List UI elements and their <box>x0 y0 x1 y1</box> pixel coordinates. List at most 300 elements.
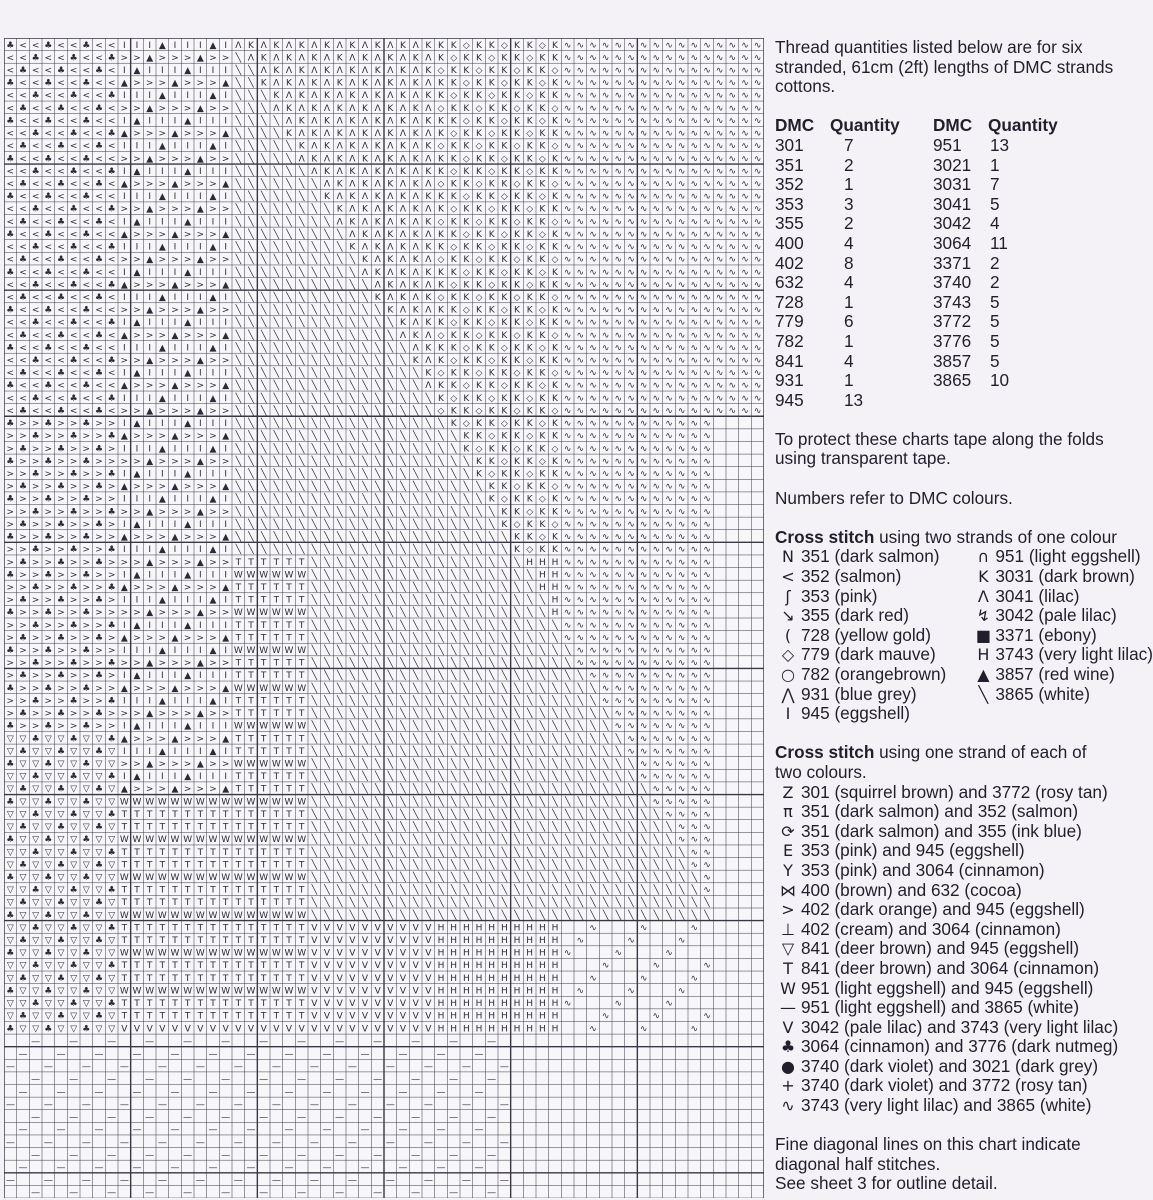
chart-symbol: ∿ <box>614 166 623 177</box>
chart-symbol: K <box>514 431 520 442</box>
chart-symbol: ╲ <box>400 494 406 505</box>
chart-symbol: ▽ <box>108 822 116 833</box>
chart-symbol: ∿ <box>677 255 686 266</box>
chart-symbol: I <box>135 292 139 303</box>
chart-symbol: ╲ <box>387 784 394 795</box>
chart-symbol: ◇ <box>551 103 559 114</box>
chart-symbol: Λ <box>323 103 331 114</box>
chart-symbol: I <box>161 671 164 682</box>
chart-symbol: I <box>173 696 177 707</box>
chart-symbol: ∿ <box>652 646 661 657</box>
chart-symbol: V <box>399 986 407 997</box>
chart-symbol: W <box>183 910 193 921</box>
chart-symbol: ∿ <box>576 633 585 644</box>
chart-symbol: ∿ <box>639 356 648 367</box>
chart-symbol: ╲ <box>362 532 368 543</box>
chart-symbol: W <box>246 948 256 959</box>
chart-symbol: ∿ <box>703 217 711 228</box>
chart-symbol: ╲ <box>615 872 622 883</box>
chart-symbol: ∿ <box>563 179 572 190</box>
chart-symbol: Λ <box>387 267 394 278</box>
chart-symbol: ∿ <box>576 431 585 442</box>
chart-symbol: ∿ <box>690 255 699 266</box>
chart-symbol: ∿ <box>601 318 610 329</box>
chart-symbol: ╲ <box>425 898 432 909</box>
chart-symbol: < <box>107 292 116 303</box>
chart-symbol: < <box>57 267 65 278</box>
chart-symbol: ▽ <box>57 923 65 934</box>
chart-symbol: W <box>271 910 281 921</box>
chart-symbol: Λ <box>425 305 432 316</box>
chart-symbol: ♣ <box>107 280 116 291</box>
chart-symbol: > <box>6 671 15 682</box>
chart-symbol: ∿ <box>677 53 686 64</box>
chart-symbol: ╲ <box>400 885 406 896</box>
chart-symbol: ∿ <box>639 1024 648 1035</box>
chart-symbol: Λ <box>336 141 343 152</box>
chart-symbol: V <box>361 936 369 947</box>
chart-symbol: ╲ <box>501 658 508 669</box>
chart-symbol: < <box>57 78 65 89</box>
chart-symbol: — <box>322 1162 332 1173</box>
chart-symbol: ╲ <box>311 192 318 203</box>
chart-symbol: ∿ <box>589 507 597 518</box>
chart-symbol: < <box>44 141 53 152</box>
chart-symbol: ∿ <box>753 406 762 417</box>
chart-symbol: ♣ <box>56 519 66 530</box>
chart-symbol: I <box>224 141 227 152</box>
chart-symbol: ♣ <box>107 923 116 934</box>
chart-symbol: ∿ <box>614 948 623 959</box>
chart-symbol: ╲ <box>463 519 470 530</box>
chart-symbol: K <box>387 255 394 266</box>
chart-symbol: ╲ <box>514 633 520 644</box>
chart-symbol: V <box>374 923 381 934</box>
chart-symbol: ╲ <box>311 267 318 278</box>
chart-symbol: ╲ <box>362 356 368 367</box>
chart-symbol: — <box>309 1175 319 1186</box>
chart-symbol: Λ <box>361 66 369 77</box>
chart-symbol: < <box>107 229 116 240</box>
chart-symbol: ╲ <box>526 646 533 657</box>
chart-symbol: I <box>135 545 139 556</box>
chart-symbol: ╲ <box>235 154 242 165</box>
chart-symbol: — <box>5 1137 15 1148</box>
chart-symbol: ∿ <box>728 318 737 329</box>
chart-symbol: ╲ <box>374 608 381 619</box>
chart-symbol: < <box>6 166 15 177</box>
chart-symbol: ╲ <box>590 797 596 808</box>
chart-symbol: V <box>412 1024 419 1035</box>
dmc-quantity: 2 <box>844 154 854 175</box>
chart-symbol: ∿ <box>614 721 623 732</box>
chart-symbol: ╲ <box>362 507 368 518</box>
dmc-number: 3865 <box>933 370 972 391</box>
chart-symbol: V <box>349 986 356 997</box>
chart-symbol: — <box>18 1125 28 1136</box>
stitch-symbol-icon: ⊥ <box>781 919 795 939</box>
chart-symbol: ╲ <box>425 671 432 682</box>
chart-symbol: K <box>552 381 558 392</box>
chart-symbol: ╲ <box>438 772 444 783</box>
chart-symbol: ╲ <box>412 608 419 619</box>
chart-symbol: T <box>159 961 166 972</box>
chart-symbol: ∿ <box>677 66 686 77</box>
chart-symbol: K <box>450 192 457 203</box>
chart-symbol: ∿ <box>652 192 661 203</box>
chart-symbol: ▲ <box>196 406 204 417</box>
chart-symbol: ∿ <box>576 318 585 329</box>
chart-symbol: < <box>19 53 27 64</box>
chart-symbol: T <box>210 822 216 833</box>
chart-symbol: T <box>298 809 305 820</box>
chart-symbol: ╲ <box>400 872 406 883</box>
chart-symbol: ▲ <box>184 267 192 278</box>
chart-symbol: K <box>476 166 482 177</box>
chart-symbol: V <box>349 948 356 959</box>
chart-symbol: ♣ <box>44 343 53 354</box>
chart-symbol: > <box>183 582 192 593</box>
chart-symbol: Λ <box>311 166 318 177</box>
chart-symbol: < <box>44 368 53 379</box>
chart-symbol: ∿ <box>690 835 699 846</box>
chart-symbol: > <box>57 532 65 543</box>
chart-symbol: ╲ <box>387 847 394 858</box>
chart-symbol: ∿ <box>665 746 673 757</box>
chart-symbol: ▽ <box>108 835 116 846</box>
chart-symbol: ╲ <box>286 192 292 203</box>
chart-symbol: ∿ <box>563 482 572 493</box>
chart-symbol: ╲ <box>248 292 254 303</box>
chart-symbol: H <box>538 973 546 984</box>
chart-symbol: ◇ <box>538 343 546 354</box>
chart-symbol: ∿ <box>601 141 610 152</box>
chart-symbol: ♣ <box>94 444 104 455</box>
chart-symbol: ♣ <box>6 986 15 997</box>
chart-symbol: ∿ <box>614 267 623 278</box>
chart-symbol: ∿ <box>589 242 597 253</box>
chart-symbol: — <box>43 1137 53 1148</box>
chart-symbol: ∿ <box>627 305 635 316</box>
chart-symbol: ╲ <box>273 292 280 303</box>
chart-symbol: ∿ <box>639 318 648 329</box>
chart-symbol: ▲ <box>120 532 128 543</box>
chart-symbol: ∿ <box>563 242 572 253</box>
chart-symbol: W <box>246 986 256 997</box>
chart-symbol: ∿ <box>753 280 762 291</box>
chart-symbol: ∿ <box>627 53 635 64</box>
chart-symbol: ♣ <box>18 633 28 644</box>
chart-symbol: ╲ <box>488 507 495 518</box>
chart-symbol: > <box>82 545 91 556</box>
chart-symbol: I <box>186 292 189 303</box>
chart-symbol: > <box>209 356 217 367</box>
chart-symbol: > <box>196 280 205 291</box>
chart-symbol: ▽ <box>44 999 52 1010</box>
chart-symbol: K <box>539 368 546 379</box>
chart-symbol: T <box>235 709 242 720</box>
chart-symbol: ╲ <box>336 255 343 266</box>
chart-symbol: ╲ <box>552 658 558 669</box>
chart-symbol: W <box>132 835 142 846</box>
chart-symbol: ∿ <box>576 545 585 556</box>
chart-symbol: ╲ <box>539 646 546 657</box>
chart-symbol: — <box>423 1062 433 1073</box>
chart-symbol: ▲ <box>209 494 217 505</box>
chart-symbol: < <box>107 343 116 354</box>
chart-symbol: K <box>552 305 558 316</box>
chart-symbol: ╲ <box>602 898 609 909</box>
chart-symbol: ╲ <box>374 860 381 871</box>
chart-symbol: T <box>260 709 267 720</box>
chart-symbol: > <box>69 482 78 493</box>
chart-symbol: ╲ <box>387 469 394 480</box>
chart-symbol: ╲ <box>374 469 381 480</box>
chart-symbol: T <box>184 860 191 871</box>
chart-symbol: ╲ <box>400 545 406 556</box>
chart-symbol: ╲ <box>336 545 343 556</box>
chart-symbol: ∿ <box>703 507 711 518</box>
chart-symbol: K <box>501 292 508 303</box>
chart-symbol: > <box>158 658 167 669</box>
chart-symbol: K <box>412 179 419 190</box>
chart-symbol: ▲ <box>133 66 141 77</box>
chart-symbol: ╲ <box>628 797 634 808</box>
chart-symbol: ╲ <box>488 872 495 883</box>
chart-symbol: ∿ <box>589 192 597 203</box>
chart-symbol: ∿ <box>690 620 699 631</box>
chart-symbol: > <box>31 595 40 606</box>
chart-symbol: I <box>224 494 227 505</box>
chart-symbol: T <box>235 696 242 707</box>
chart-symbol: ╲ <box>400 482 406 493</box>
chart-symbol: ∿ <box>703 356 711 367</box>
chart-symbol: ∿ <box>703 860 711 871</box>
chart-symbol: ∿ <box>639 494 648 505</box>
chart-symbol: ∿ <box>652 255 661 266</box>
chart-symbol: I <box>211 519 215 530</box>
chart-symbol: ╲ <box>298 229 305 240</box>
chart-symbol: ╲ <box>653 910 660 921</box>
chart-symbol: > <box>158 305 167 316</box>
chart-symbol: ╲ <box>438 507 444 518</box>
chart-symbol: ╲ <box>425 532 432 543</box>
chart-symbol: ∿ <box>589 292 597 303</box>
chart-symbol: H <box>538 948 546 959</box>
chart-symbol: ╲ <box>248 532 254 543</box>
chart-symbol: > <box>133 78 141 89</box>
chart-symbol: K <box>425 141 432 152</box>
chart-symbol: ♣ <box>44 948 53 959</box>
chart-symbol: > <box>171 305 179 316</box>
chart-symbol: ╲ <box>438 709 444 720</box>
chart-symbol: > <box>19 494 27 505</box>
chart-symbol: ♣ <box>18 519 28 530</box>
chart-symbol: W <box>195 872 205 883</box>
chart-symbol: ∿ <box>563 999 572 1010</box>
chart-symbol: I <box>186 696 189 707</box>
chart-symbol: ♣ <box>18 406 28 417</box>
chart-symbol: ╲ <box>311 620 318 631</box>
chart-symbol: Λ <box>311 116 318 127</box>
dmc-quantity: 8 <box>844 252 854 273</box>
dmc-number: 3371 <box>933 252 972 273</box>
chart-symbol: ╲ <box>374 772 381 783</box>
chart-symbol: ╲ <box>349 898 356 909</box>
chart-symbol: — <box>297 1112 307 1123</box>
chart-symbol: ∿ <box>665 192 673 203</box>
chart-symbol: T <box>172 936 178 947</box>
chart-symbol: I <box>148 469 151 480</box>
chart-symbol: > <box>196 179 205 190</box>
chart-symbol: > <box>95 620 103 631</box>
stitch-symbol-icon: Z <box>782 782 794 802</box>
chart-symbol: > <box>19 658 27 669</box>
chart-symbol: K <box>476 91 482 102</box>
chart-symbol: ╲ <box>590 835 596 846</box>
chart-symbol: ╲ <box>336 709 343 720</box>
chart-symbol: ╲ <box>362 709 368 720</box>
chart-symbol: ╲ <box>273 330 280 341</box>
chart-symbol: < <box>6 53 15 64</box>
chart-symbol: K <box>438 53 444 64</box>
chart-symbol: — <box>81 1175 91 1186</box>
chart-symbol: ╲ <box>324 595 330 606</box>
chart-symbol: > <box>158 204 167 215</box>
chart-symbol: ╲ <box>602 784 609 795</box>
chart-symbol: ╲ <box>476 860 482 871</box>
stitch-symbol-icon: E <box>782 841 794 861</box>
chart-symbol: ╲ <box>260 482 267 493</box>
chart-symbol: T <box>222 936 229 947</box>
chart-symbol: ♣ <box>6 910 15 921</box>
chart-symbol: K <box>438 242 444 253</box>
chart-symbol: ╲ <box>336 381 343 392</box>
key-item-label: 352 (salmon) <box>801 566 902 587</box>
chart-symbol: > <box>107 671 116 682</box>
chart-symbol: H <box>450 986 458 997</box>
chart-symbol: ▲ <box>171 229 179 240</box>
chart-symbol: ∿ <box>639 217 648 228</box>
chart-symbol: ╲ <box>298 267 305 278</box>
chart-symbol: ∿ <box>652 532 661 543</box>
chart-symbol: V <box>399 1011 407 1022</box>
dmc-number: 779 <box>775 311 804 332</box>
chart-symbol: ♣ <box>31 507 40 518</box>
chart-symbol: Λ <box>387 66 394 77</box>
chart-symbol: K <box>476 242 482 253</box>
chart-symbol: > <box>44 633 53 644</box>
chart-symbol: ∿ <box>614 582 623 593</box>
chart-symbol: ∿ <box>728 129 737 140</box>
chart-symbol: I <box>199 494 202 505</box>
chart-symbol: K <box>476 393 482 404</box>
chart-symbol: ♣ <box>44 154 53 165</box>
chart-symbol: ∿ <box>690 721 699 732</box>
chart-symbol: > <box>44 519 53 530</box>
intro-line-3: cottons. <box>775 76 836 97</box>
chart-symbol: ╲ <box>577 721 584 732</box>
chart-symbol: W <box>195 948 205 959</box>
chart-symbol: ♣ <box>44 419 53 430</box>
dmc-number: 301 <box>775 134 804 155</box>
chart-symbol: Λ <box>361 116 369 127</box>
chart-symbol: > <box>183 204 192 215</box>
chart-symbol: ╲ <box>463 885 470 896</box>
chart-symbol: ∿ <box>589 1024 597 1035</box>
chart-symbol: ∿ <box>690 129 699 140</box>
chart-symbol: ∿ <box>703 444 711 455</box>
key-item <box>775 606 971 626</box>
chart-symbol: ▲ <box>146 557 154 568</box>
chart-symbol: ∿ <box>690 507 699 518</box>
chart-symbol: ╲ <box>552 797 558 808</box>
chart-symbol: K <box>514 53 520 64</box>
chart-symbol: K <box>501 469 508 480</box>
chart-symbol: — <box>347 1137 357 1148</box>
chart-symbol: ▽ <box>57 872 65 883</box>
chart-symbol: ▽ <box>19 734 27 745</box>
chart-symbol: ∿ <box>614 658 623 669</box>
chart-symbol: ∿ <box>589 280 597 291</box>
chart-symbol: H <box>500 999 508 1010</box>
chart-symbol: ╲ <box>412 406 419 417</box>
chart-symbol: ╲ <box>298 192 305 203</box>
chart-symbol: ╲ <box>235 229 242 240</box>
chart-symbol: ╲ <box>286 330 292 341</box>
dmc-number: 841 <box>775 350 804 371</box>
chart-symbol: W <box>157 986 167 997</box>
chart-symbol: I <box>211 570 215 581</box>
chart-symbol: ╲ <box>400 734 406 745</box>
chart-symbol: ╲ <box>400 898 406 909</box>
chart-symbol: ∿ <box>601 620 610 631</box>
key-item-label: 402 (cream) and 3064 (cinnamon) <box>801 918 1061 939</box>
chart-symbol: ▲ <box>209 646 217 657</box>
chart-symbol: ╲ <box>336 835 343 846</box>
chart-symbol: ╲ <box>349 696 356 707</box>
chart-symbol: ◇ <box>551 141 559 152</box>
chart-symbol: — <box>208 1087 218 1098</box>
chart-symbol: ╲ <box>488 721 495 732</box>
chart-symbol: ∿ <box>601 280 610 291</box>
chart-symbol: ♣ <box>94 179 104 190</box>
chart-symbol: — <box>322 1087 332 1098</box>
chart-symbol: Λ <box>298 154 305 165</box>
chart-symbol: > <box>95 582 103 593</box>
chart-symbol: > <box>133 633 141 644</box>
chart-symbol: Λ <box>399 103 407 114</box>
chart-symbol: K <box>488 154 495 165</box>
chart-symbol: ╲ <box>590 772 596 783</box>
chart-symbol: ∿ <box>690 217 699 228</box>
chart-symbol: ╲ <box>628 898 634 909</box>
chart-symbol: ╲ <box>374 368 381 379</box>
chart-symbol: ╲ <box>235 166 242 177</box>
chart-symbol: Λ <box>285 66 293 77</box>
chart-symbol: K <box>400 242 406 253</box>
chart-symbol: ▲ <box>120 381 128 392</box>
chart-symbol: Λ <box>387 292 394 303</box>
chart-symbol: > <box>107 570 116 581</box>
chart-symbol: ╲ <box>387 822 394 833</box>
chart-symbol: T <box>210 1011 216 1022</box>
chart-symbol: ╲ <box>488 696 495 707</box>
chart-symbol: T <box>260 595 267 606</box>
chart-symbol: ╲ <box>450 469 457 480</box>
chart-symbol: ╲ <box>387 860 394 871</box>
chart-symbol: ∿ <box>614 305 623 316</box>
